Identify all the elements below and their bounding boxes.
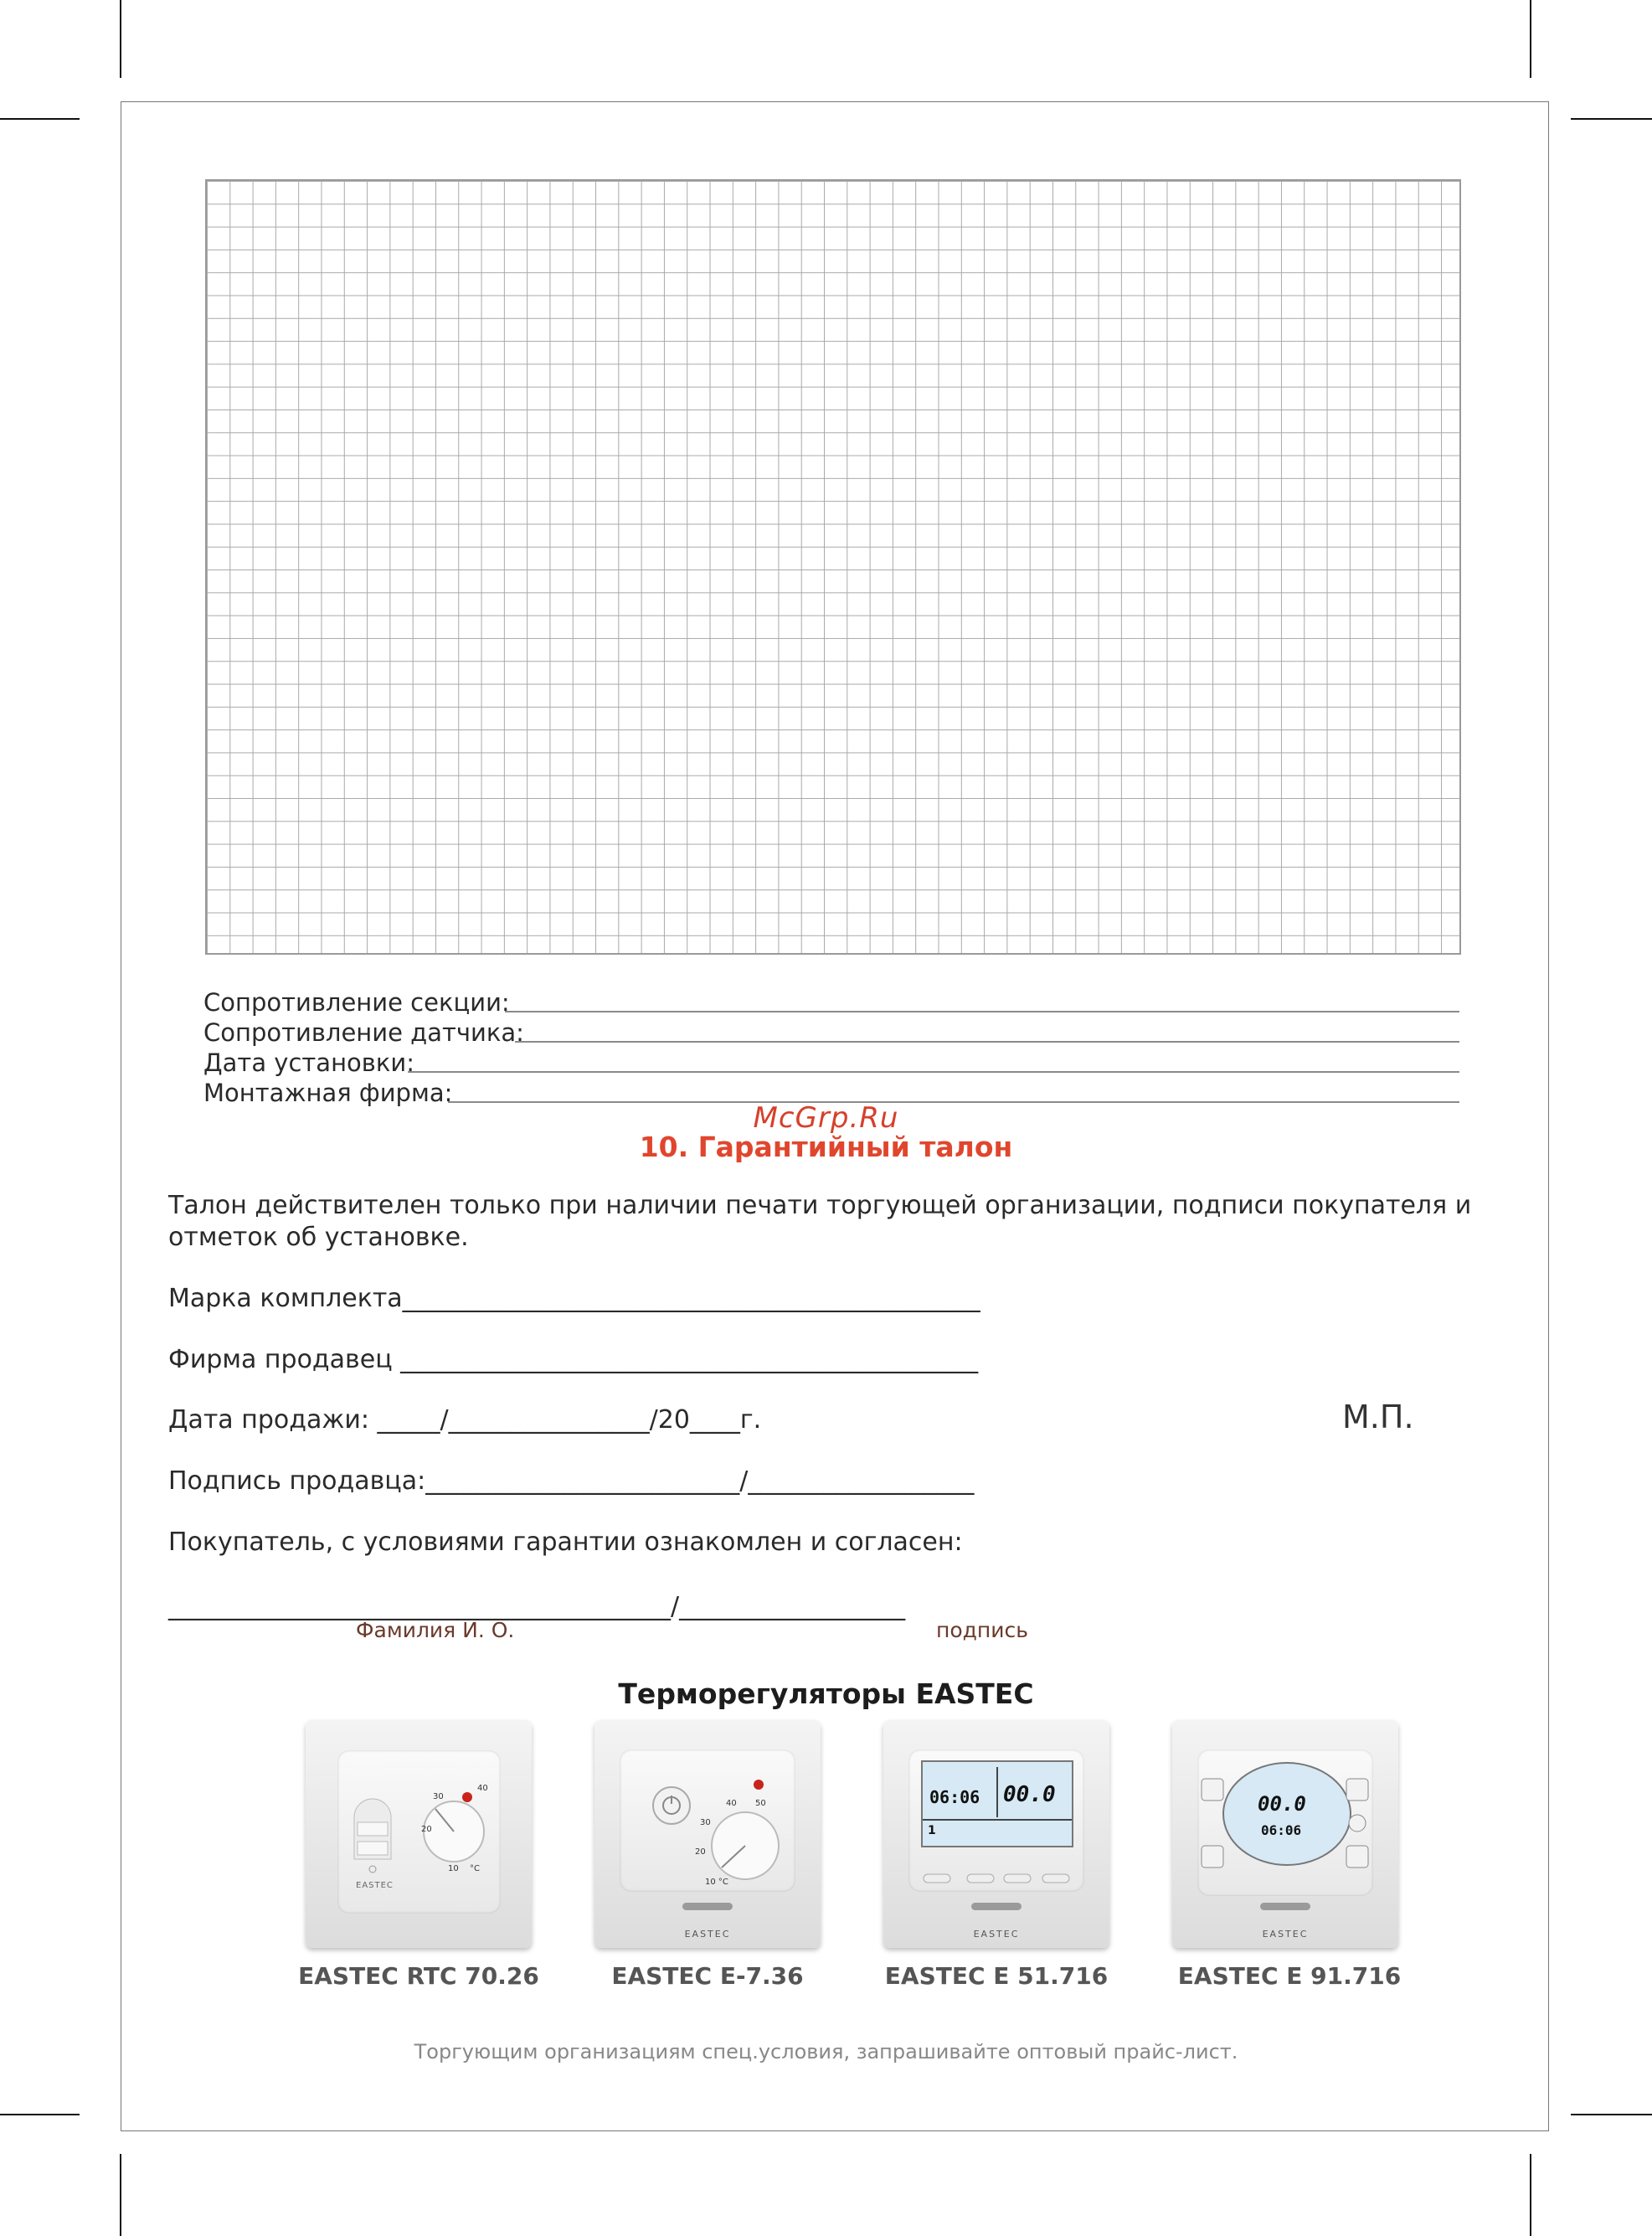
model-label-e-91-716: EASTEC E 91.716 bbox=[1177, 1962, 1402, 1990]
crop-mark bbox=[120, 0, 121, 78]
warranty-intro: Талон действителен только при наличии печати торгующей организации, подписи покупателя и отметок об установке. bbox=[168, 1191, 1472, 1252]
caption-signature: подпись bbox=[936, 1618, 1028, 1642]
buyer-agreement-text: Покупатель, с условиями гарантии ознакомлен и согласен: bbox=[168, 1528, 963, 1557]
crop-mark bbox=[1530, 2154, 1531, 2236]
seller-signature-line: Подпись продавца:_________________________/__________________ bbox=[168, 1466, 975, 1496]
field-label-install-date: Дата установки: bbox=[203, 1048, 415, 1077]
lcd-display: 06:06 00.0 1 bbox=[921, 1760, 1073, 1847]
thermostat-e-91-716-image: EASTEC 00.0 06:06 bbox=[1172, 1720, 1398, 1948]
svg-text:30: 30 bbox=[700, 1818, 711, 1827]
svg-text:50: 50 bbox=[755, 1799, 766, 1808]
crop-mark bbox=[0, 118, 80, 120]
model-label-e-7-36: EASTEC E-7.36 bbox=[611, 1962, 804, 1990]
svg-text:20: 20 bbox=[421, 1825, 432, 1834]
button-row-icon bbox=[883, 1720, 1109, 1948]
crop-mark bbox=[120, 2154, 121, 2236]
sale-date-line: Дата продажи: _____/________________/20____г. bbox=[168, 1405, 762, 1435]
field-label-install-company: Монтажная фирма: bbox=[203, 1079, 453, 1107]
field-label-section-resistance: Сопротивление секции: bbox=[203, 988, 510, 1017]
dial-icon bbox=[594, 1720, 821, 1948]
products-title: Терморегуляторы EASTEC bbox=[618, 1677, 1034, 1710]
dial-icon bbox=[306, 1720, 532, 1948]
svg-text:°C: °C bbox=[470, 1864, 480, 1873]
model-label-e-51-716: EASTEC E 51.716 bbox=[884, 1962, 1109, 1990]
thermostat-e-7-36-image: EASTEC 40 50 30 20 10 °C bbox=[594, 1720, 821, 1948]
caption-full-name: Фамилия И. О. bbox=[356, 1618, 515, 1642]
seller-line: Фирма продавец ______________________________________________ bbox=[168, 1345, 979, 1374]
svg-text:40: 40 bbox=[726, 1799, 737, 1808]
svg-text:30: 30 bbox=[433, 1792, 444, 1801]
svg-text:40: 40 bbox=[477, 1784, 488, 1793]
crop-mark bbox=[1571, 118, 1652, 120]
field-line-install-date[interactable] bbox=[408, 1071, 1459, 1073]
crop-mark bbox=[0, 2114, 80, 2115]
field-line-sensor-resistance[interactable] bbox=[515, 1041, 1459, 1043]
section-title: 10. Гарантийный талон bbox=[639, 1131, 1013, 1163]
field-line-section-resistance[interactable] bbox=[505, 1011, 1459, 1012]
thermostat-e-51-716-image: EASTEC 06:06 00.0 1 bbox=[883, 1720, 1109, 1948]
buyer-signature-line: ________________________________________/__________________ bbox=[168, 1592, 906, 1621]
svg-text:EASTEC: EASTEC bbox=[356, 1881, 394, 1890]
crop-mark bbox=[1571, 2114, 1652, 2115]
brand-line: Марка комплекта______________________________________________ bbox=[168, 1284, 980, 1313]
round-lcd-display: 00.0 06:06 bbox=[1222, 1762, 1351, 1866]
thermostat-rtc-70-26-image bbox=[306, 1720, 532, 1948]
stamp-place-label: М.П. bbox=[1342, 1399, 1414, 1435]
layout-grid bbox=[205, 179, 1461, 955]
svg-text:10: 10 bbox=[448, 1864, 459, 1873]
touch-buttons-icon bbox=[1172, 1720, 1398, 1948]
footer-note: Торгующим организациям спец.условия, запрашивайте оптовый прайс-лист. bbox=[414, 2040, 1238, 2063]
model-label-rtc-70-26: EASTEC RTC 70.26 bbox=[298, 1962, 539, 1990]
svg-text:10 °C: 10 °C bbox=[705, 1878, 728, 1887]
field-label-sensor-resistance: Сопротивление датчика: bbox=[203, 1018, 524, 1047]
watermark: McGrp.Ru bbox=[753, 1101, 899, 1135]
svg-text:20: 20 bbox=[695, 1847, 706, 1857]
crop-mark bbox=[1530, 0, 1531, 78]
